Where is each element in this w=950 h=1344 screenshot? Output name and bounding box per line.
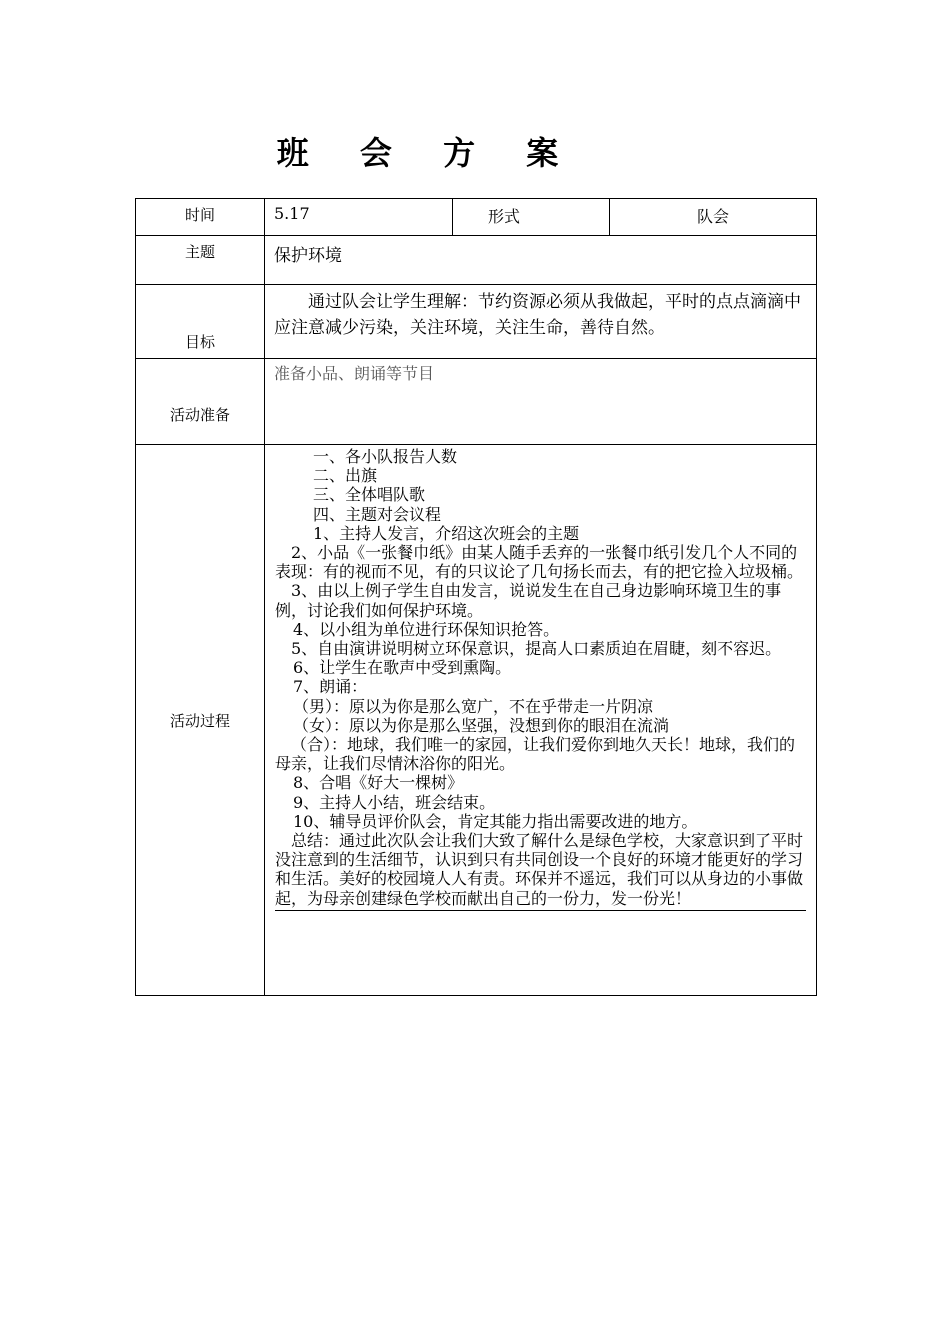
form-label: 形式 (453, 199, 610, 236)
row-goal (136, 285, 817, 359)
process-line: （合）：地球，我们唯一的家园，让我们爱你到地久天长！地球，我们的母亲，让我们尽情沐浴你的阳光。 (275, 735, 796, 774)
process-summary: 总结：通过此次队会让我们大致了解什么是绿色学校，大家意识到了平时没注意到的生活细节，认识到只有共同创设一个良好的环境才能更好的学习和生活。美好的校园境人人有责。环保并不遥远，我们可以从身边的小事做起，为母亲创建绿色学校而献出自己的一份力，发一份光！ (275, 831, 804, 908)
process-line: 7、朗诵： (293, 677, 368, 697)
topic-label: 主题 (136, 236, 265, 285)
process-line: （女）：原以为你是那么坚强，没想到你的眼泪在流淌 (293, 715, 670, 735)
row-prep (136, 359, 817, 445)
process-label: 活动过程 (136, 445, 265, 996)
time-label: 时间 (136, 199, 265, 236)
prep-value: 准备小品、朗诵等节目 (265, 359, 817, 445)
topic-value: 保护环境 (265, 236, 817, 285)
time-value: 5.17 (265, 199, 453, 236)
row-time (136, 199, 817, 236)
process-line: 2、小品《一张餐巾纸》由某人随手丢弃的一张餐巾纸引发几个人不同的表现：有的视而不见，有的只议论了几句扬长而去，有的把它捡入垃圾桶。 (275, 543, 804, 582)
bottom-rule (275, 910, 806, 911)
process-line: 1、主持人发言，介绍这次班会的主题 (313, 523, 580, 543)
process-line: 5、自由演讲说明树立环保意识，提高人口素质迫在眉睫，刻不容迟。 (291, 639, 782, 659)
row-process (136, 445, 817, 996)
plan-table (135, 198, 817, 996)
goal-value: 通过队会让学生理解：节约资源必须从我做起，平时的点点滴滴中应注意减少污染，关注环境，关注生命，善待自然。 (265, 285, 817, 359)
process-line: 4、以小组为单位进行环保知识抢答。 (293, 619, 560, 639)
process-content (265, 445, 817, 996)
document-title: 班 会 方 案 (276, 134, 579, 172)
process-line: 9、主持人小结，班会结束。 (293, 792, 496, 812)
prep-label: 活动准备 (136, 359, 265, 445)
form-value: 队会 (610, 199, 817, 236)
row-topic (136, 236, 817, 285)
process-line: 8、合唱《好大一棵树》 (293, 773, 464, 793)
process-line: （男）：原以为你是那么宽广，不在乎带走一片阴凉 (293, 696, 654, 716)
process-line: 10、辅导员评价队会，肯定其能力指出需要改进的地方。 (293, 811, 698, 831)
process-line: 三、全体唱队歌 (313, 485, 426, 505)
process-line: 3、由以上例子学生自由发言，说说发生在自己身边影响环境卫生的事例，讨论我们如何保护环境。 (275, 581, 782, 620)
process-line: 二、出旗 (313, 466, 378, 486)
process-line: 四、主题对会议程 (313, 504, 442, 524)
goal-label: 目标 (136, 285, 265, 359)
process-line: 一、各小队报告人数 (313, 447, 458, 466)
process-line: 6、让学生在歌声中受到熏陶。 (293, 658, 512, 678)
